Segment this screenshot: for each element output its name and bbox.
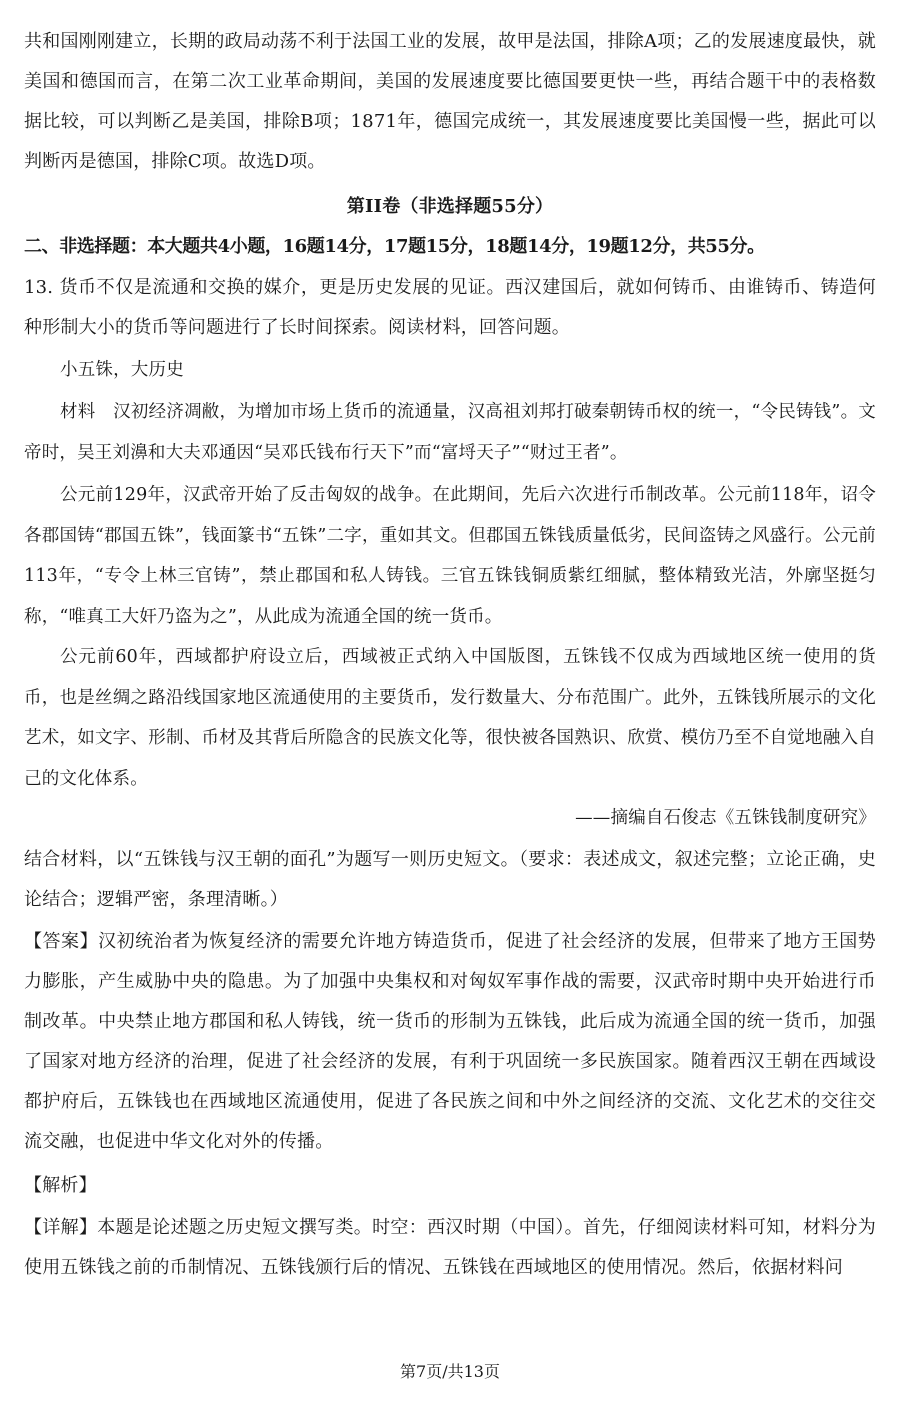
detail-text: 本题是论述题之历史短文撰写类。时空：西汉时期（中国）。首先，仔细阅读材料可知，材料分为使用五铢钱之前的币制情况、五铢钱颁行后的情况、五铢钱在西域地区的使用情况。然后，依据材料问: [24, 1217, 876, 1278]
detail-block: [24, 1208, 876, 1288]
analysis-label: [24, 1166, 876, 1206]
answer-block: [24, 922, 876, 1162]
answer-label: 【答案】: [24, 931, 99, 952]
material-title: 小五铢，大历史: [60, 360, 184, 380]
detail-label: 【详解】: [24, 1217, 98, 1238]
previous-answer-paragraph: 共和国刚刚建立，长期的政局动荡不利于法国工业的发展，故甲是法国，排除A项；乙的发展速度最快，就美国和德国而言，在第二次工业革命期间，美国的发展速度要比德国要更快一些，再结合题干中的表格数据比较，可以判断乙是美国，排除B项；1871年，德国完成统一，其发展速度要比美国慢一些，据此可以判断丙是德国，排除C项。故选D项。: [24, 31, 876, 172]
material-paragraph-3: 公元前60年，西域都护府设立后，西域被正式纳入中国版图，五铢钱不仅成为西域地区统一使用的货币，也是丝绸之路沿线国家地区流通使用的主要货币，发行数量大、分布范围广。此外，五铢钱所展示的文化艺术，如文字、形制、币材及其背后所隐含的民族文化等，很快被各国熟识、欣赏、模仿乃至不自觉地融入自己的文化体系。: [24, 647, 876, 789]
volume-title: 第II卷（非选择题55分）: [346, 196, 554, 217]
analysis-label-text: 【解析】: [24, 1175, 97, 1196]
material-paragraph-2: 公元前129年，汉武帝开始了反击匈奴的战争。在此期间，先后六次进行币制改革。公元前118年，诏令各郡国铸“郡国五铢”，钱面篆书“五铢”二字，重如其文。但郡国五铢钱质量低劣，民间盗铸之风盛行。公元前113年，“专令上林三官铸”，禁止郡国和私人铸钱。三官五铢钱铜质紫红细腻，整体精致光洁，外廓坚挺匀称，“唯真工大奸乃盗为之”，从此成为流通全国的统一货币。: [24, 485, 876, 627]
page-footer: 第7页/共13页: [400, 1362, 500, 1381]
material-source: ——摘编自石俊志《五铢钱制度研究》: [575, 808, 876, 828]
question-task: 结合材料，以“五铢钱与汉王朝的面孔”为题写一则历史短文。（要求：表述成文，叙述完整；立论正确，史论结合；逻辑严密，条理清晰。）: [24, 849, 876, 910]
answer-text: 汉初统治者为恢复经济的需要允许地方铸造货币，促进了社会经济的发展，但带来了地方王国势力膨胀，产生威胁中央的隐患。为了加强中央集权和对匈奴军事作战的需要，汉武帝时期中央开始进行币制改革。中央禁止地方郡国和私人铸钱，统一货币的形制为五铢钱，此后成为流通全国的统一货币，加强了国家对地方经济的治理，促进了社会经济的发展，有利于巩固统一多民族国家。随着西汉王朝在西域设都护府后，五铢钱也在西域地区流通使用，促进了各民族之间和中外之间经济的交流、文化艺术的交往交流交融，也促进中华文化对外的传播。: [24, 931, 876, 1152]
material-paragraph-1: 材料 汉初经济凋敝，为增加市场上货币的流通量，汉高祖刘邦打破秦朝铸币权的统一，“令民铸钱”。文帝时，吴王刘濞和大夫邓通因“吴邓氏钱布行天下”而“富埒天子”“财过王者”。: [24, 402, 876, 463]
question-stem: 13. 货币不仅是流通和交换的媒介，更是历史发展的见证。西汉建国后，就如何铸币、由谁铸币、铸造何种形制大小的货币等问题进行了长时间探索。阅读材料，回答问题。: [24, 277, 876, 338]
section-header: 二、非选择题：本大题共4小题，16题14分，17题15分，18题14分，19题12分，共55分。: [24, 236, 765, 257]
